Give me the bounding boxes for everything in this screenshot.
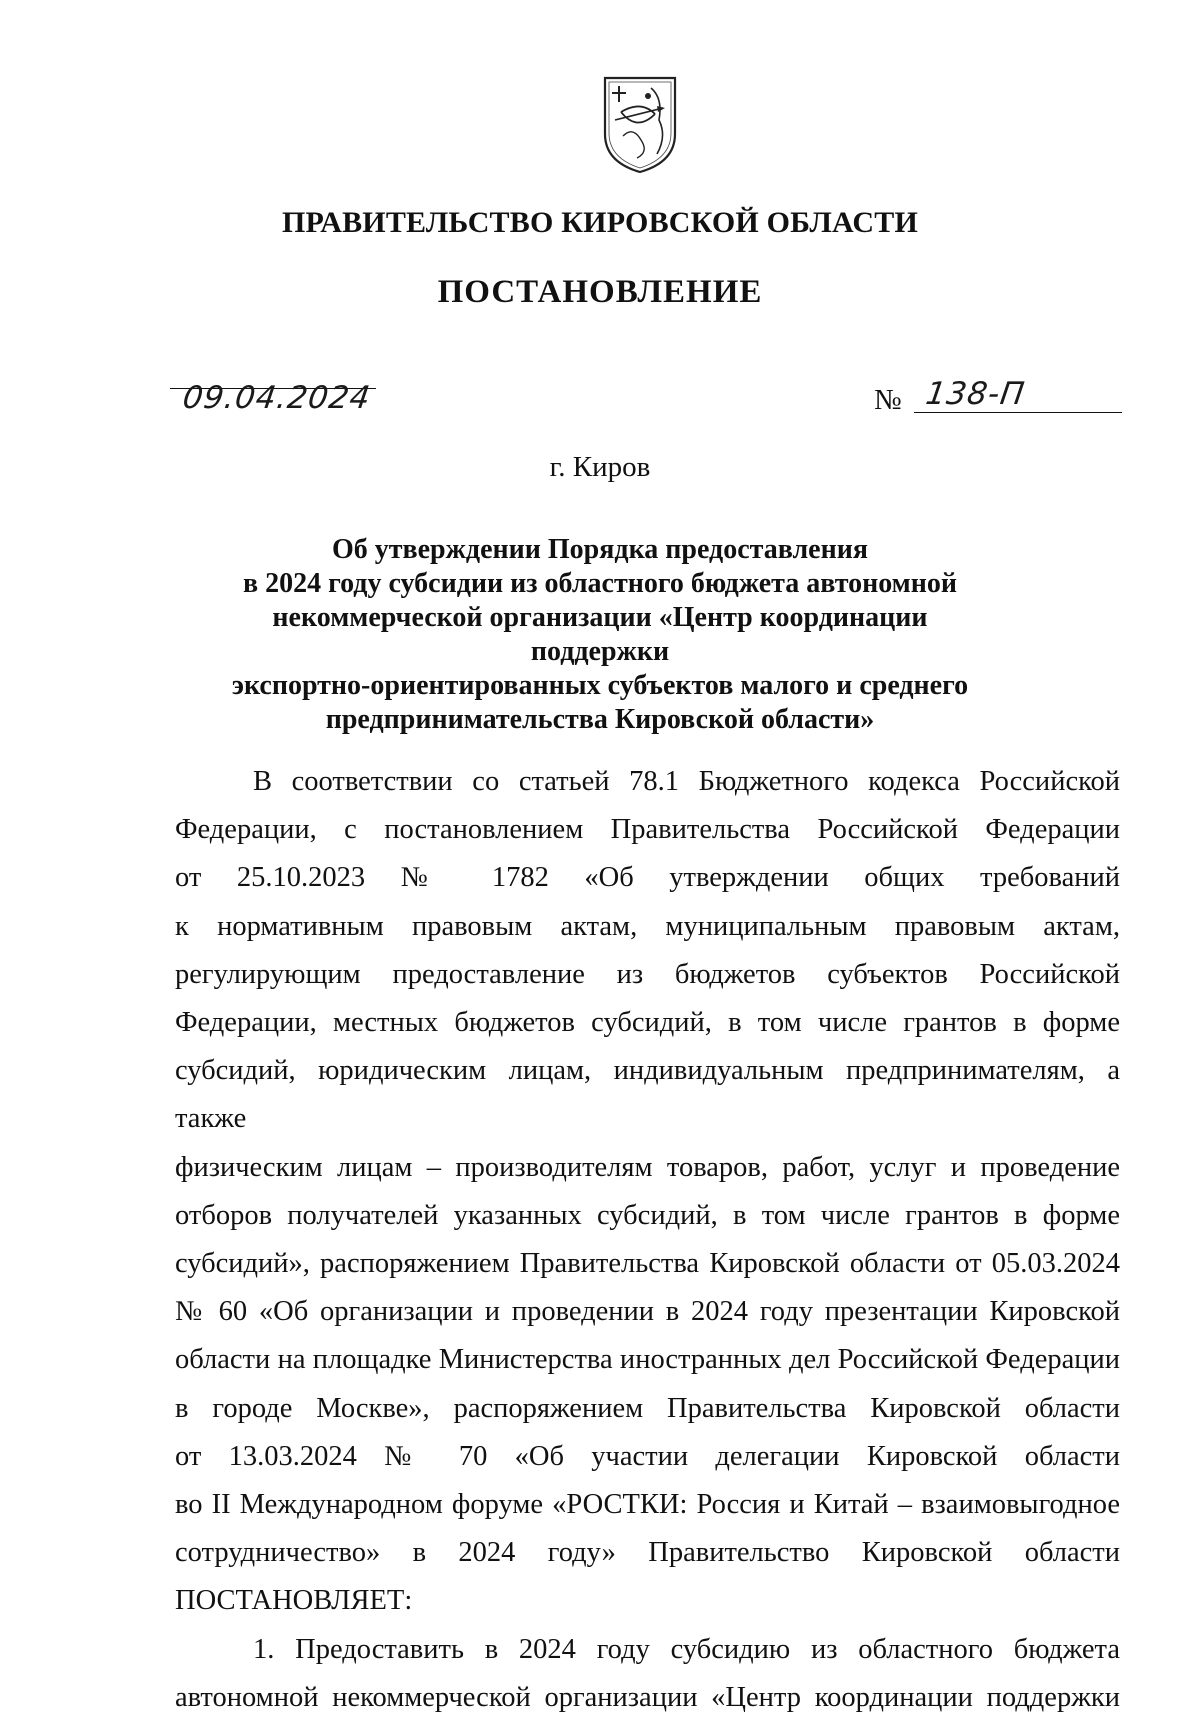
item-1-paragraph	[175, 1626, 1120, 1722]
number-sign: №	[874, 384, 902, 416]
city: г. Киров	[549, 451, 651, 483]
body-line: Федерации, с постановлением Правительства Российской Федерации	[175, 814, 1120, 846]
title-line: некоммерческой организации «Центр координации поддержки	[272, 602, 928, 667]
coat-of-arms-emblem	[601, 74, 679, 176]
body-line: отборов получателей указанных субсидий, в том числе грантов в форме	[175, 1199, 1120, 1231]
body-line: физическим лицам – производителям товаров, работ, услуг и проведение	[175, 1151, 1120, 1183]
document-body	[175, 758, 1120, 1722]
handwritten-number: 138-П	[923, 376, 1028, 412]
preamble-paragraph	[175, 758, 1120, 1626]
handwritten-date: 09.04.2024	[180, 380, 374, 416]
document-title	[200, 533, 1000, 737]
body-line: области на площадке Министерства иностранных дел Российской Федерации	[175, 1344, 1120, 1376]
organization-name: ПРАВИТЕЛЬСТВО КИРОВСКОЙ ОБЛАСТИ	[282, 206, 918, 239]
body-line: в городе Москве», распоряжением Правительства Кировской области	[175, 1392, 1120, 1424]
body-line: сотрудничество» в 2024 году» Правительство Кировской области	[175, 1537, 1120, 1569]
body-line: от 25.10.2023 № 1782 «Об утверждении общих требований	[175, 862, 1120, 894]
body-line: 1. Предоставить в 2024 году субсидию из областного бюджета	[253, 1633, 1120, 1665]
body-line: № 60 «Об организации и проведении в 2024 году презентации Кировской	[175, 1296, 1120, 1328]
document-type: ПОСТАНОВЛЕНИЕ	[437, 274, 763, 310]
body-line: Федерации, местных бюджетов субсидий, в том числе грантов в форме	[175, 1007, 1120, 1039]
title-line: Об утверждении Порядка предоставления	[331, 534, 869, 565]
title-line: экспортно-ориентированных субъектов малого и среднего	[231, 670, 969, 701]
body-line: субсидий», распоряжением Правительства Кировской области от 05.03.2024	[175, 1248, 1120, 1280]
title-line: в 2024 году субсидии из областного бюджета автономной	[242, 568, 958, 599]
body-line: к нормативным правовым актам, муниципальным правовым актам,	[175, 910, 1120, 942]
body-line: В соответствии со статьей 78.1 Бюджетного кодекса Российской	[253, 766, 1120, 797]
title-line: предпринимательства Кировской области»	[325, 704, 875, 735]
body-line: субсидий, юридическим лицам, индивидуальным предпринимателям, а также	[175, 1055, 1120, 1135]
body-line: регулирующим предоставление из бюджетов субъектов Российской	[175, 958, 1120, 990]
body-line: ПОСТАНОВЛЯЕТ:	[175, 1585, 413, 1617]
body-line: автономной некоммерческой организации «Центр координации поддержки	[175, 1681, 1120, 1713]
number-underline	[914, 412, 1122, 413]
body-line: во II Международном форуме «РОСТКИ: Россия и Китай – взаимовыгодное	[175, 1489, 1120, 1521]
body-line: от 13.03.2024 № 70 «Об участии делегации Кировской области	[175, 1440, 1120, 1472]
